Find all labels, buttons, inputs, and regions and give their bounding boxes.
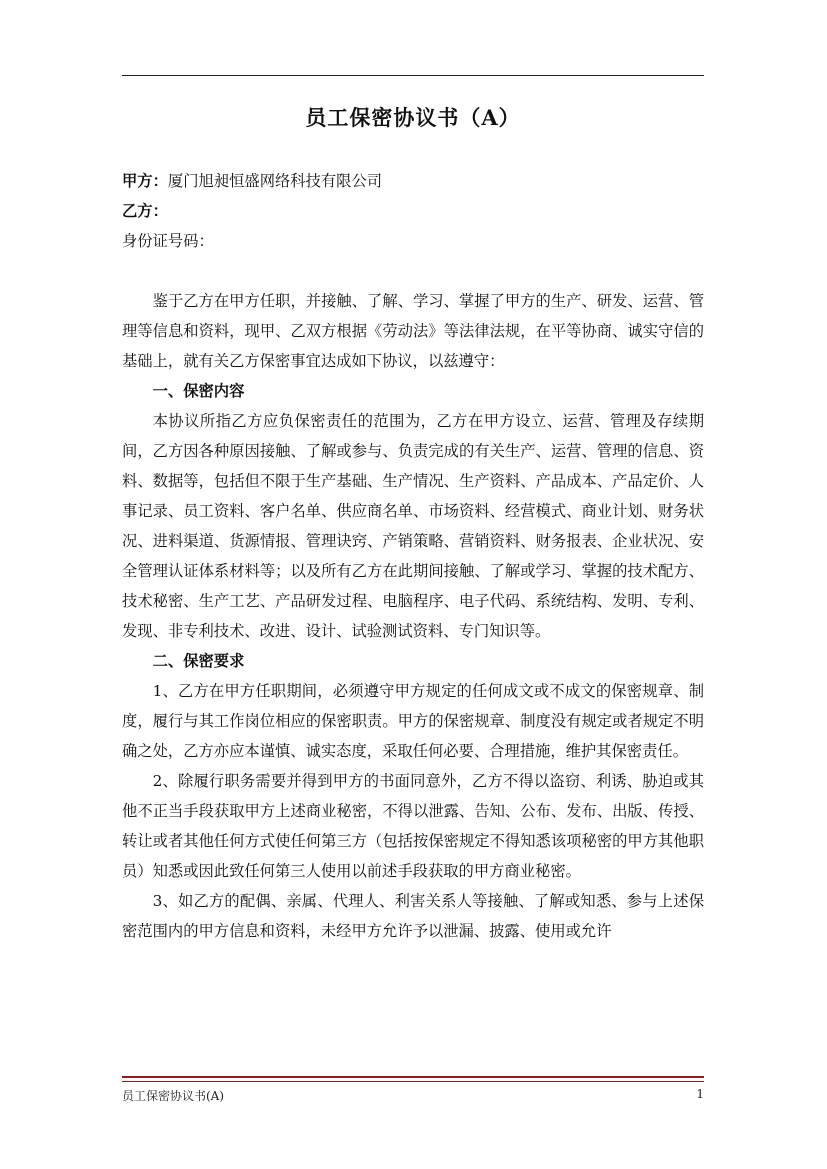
document-title: 员工保密协议书（A）	[305, 105, 521, 130]
section-2-heading: 二、保密要求	[152, 652, 245, 670]
party-a-value: 厦门旭昶恒盛网络科技有限公司	[167, 172, 383, 190]
intro-paragraph: 鉴于乙方在甲方任职，并接触、了解、学习、掌握了甲方的生产、研发、运营、管理等信息和资料，现甲、乙双方根据《劳动法》等法律法规，在平等协商、诚实守信的基础上，就有关乙方保密事宜达成如下协议，以兹遵守：	[122, 292, 704, 370]
footer-document-name: 员工保密协议书(A)	[122, 1089, 225, 1103]
id-number-label: 身份证号码：	[122, 232, 214, 250]
party-a-line	[122, 166, 704, 196]
spacer	[122, 256, 704, 286]
footer-rule-thick	[122, 1076, 704, 1078]
party-a-label: 甲方：	[122, 172, 168, 190]
id-number-line	[122, 226, 704, 256]
section-1-heading: 一、保密内容	[152, 382, 245, 400]
party-b-line	[122, 196, 704, 226]
clause-3-paragraph: 3、如乙方的配偶、亲属、代理人、利害关系人等接触、了解或知悉、参与上述保密范围内的甲方信息和资料，未经甲方允许予以泄漏、披露、使用或允许	[122, 892, 704, 940]
header-rule	[122, 75, 704, 76]
document-body	[122, 166, 704, 946]
section-1-paragraph: 本协议所指乙方应负保密责任的范围为，乙方在甲方设立、运营、管理及存续期间，乙方因各种原因接触、了解或参与、负责完成的有关生产、运营、管理的信息、资料、数据等，包括但不限于生产基础、生产情况、生产资料、产品成本、产品定价、人事记录、员工资料、客户名单、供应商名单、市场资料、经营模式、商业计划、财务状况、进料渠道、货源情报、管理诀窍、产销策略、营销资料、财务报表、企业状况、安全管理认证体系材料等；以及所有乙方在此期间接触、了解或学习、掌握的技术配方、技术秘密、生产工艺、产品研发过程、电脑程序、电子代码、系统结构、发明、专利、发现、非专利技术、改进、设计、试验测试资料、专门知识等。	[122, 412, 704, 640]
clause-1-paragraph: 1、乙方在甲方任职期间，必须遵守甲方规定的任何成文或不成文的保密规章、制度，履行与其工作岗位相应的保密职责。甲方的保密规章、制度没有规定或者规定不明确之处，乙方亦应本谨慎、诚实态度，采取任何必要、合理措施，维护其保密责任。	[122, 682, 704, 760]
party-b-label: 乙方：	[122, 202, 168, 220]
clause-2-paragraph: 2、除履行职务需要并得到甲方的书面同意外，乙方不得以盗窃、利诱、胁迫或其他不正当手段获取甲方上述商业秘密，不得以泄露、告知、公布、发布、出版、传授、转让或者其他任何方式使任何第三方（包括按保密规定不得知悉该项秘密的甲方其他职员）知悉或因此致任何第三人使用以前述手段获取的甲方商业秘密。	[122, 772, 704, 880]
footer-rule-thin	[122, 1081, 704, 1082]
footer-page-number: 1	[696, 1087, 704, 1101]
